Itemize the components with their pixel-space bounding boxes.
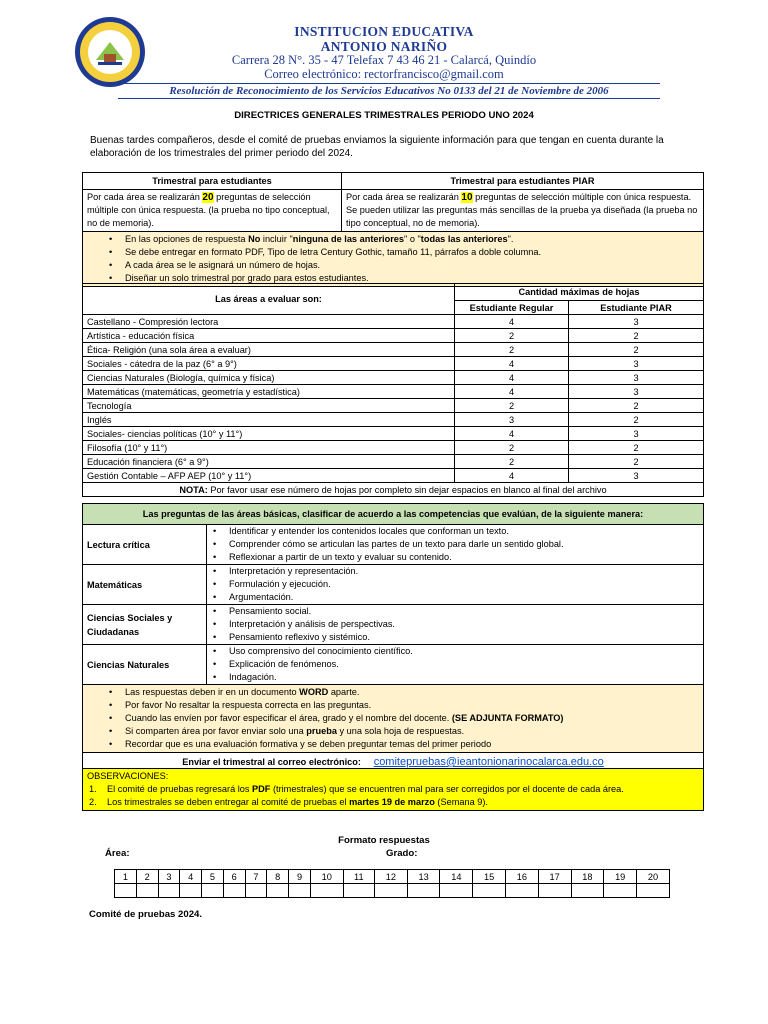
- list-item: • Comprender cómo se articulan las partes de un texto para darle un sentido global.: [207, 538, 703, 551]
- answer-input-cell[interactable]: [158, 884, 180, 898]
- note-row: NOTA: Por favor usar ese número de hojas por completo sin dejar espacios en blanco al final del archivo: [83, 483, 704, 497]
- table-row: [83, 371, 704, 385]
- answer-input-cell[interactable]: [374, 884, 407, 898]
- area-name-cell: Tecnología: [83, 399, 455, 413]
- area-label: Área:: [105, 848, 130, 859]
- question-number-cell: 1: [115, 870, 137, 884]
- response-guidelines: [83, 685, 704, 753]
- answer-input-cell[interactable]: [115, 884, 137, 898]
- question-number-cell: 18: [571, 870, 604, 884]
- list-item: • Por favor No resaltar la respuesta correcta en las preguntas.: [103, 699, 703, 712]
- intro-paragraph: Buenas tardes compañeros, desde el comité de pruebas enviamos la siguiente información para que tengan en cuenta durante la elaboración de los trimestrales del primer periodo del 2024.: [90, 135, 664, 159]
- list-item: • Reflexionar a partir de un texto y evaluar su contenido.: [207, 551, 703, 564]
- question-number-cell: 20: [637, 870, 670, 884]
- trimestral-table: [82, 172, 704, 287]
- regular-sheets-cell: 2: [455, 441, 569, 455]
- sheets-header: Cantidad máximas de hojas: [455, 284, 704, 301]
- piar-sheets-cell: 2: [569, 343, 704, 357]
- area-name-cell: Filosofía (10° y 11°): [83, 441, 455, 455]
- competency-list-cell: [207, 645, 704, 685]
- piar-sheets-cell: 2: [569, 329, 704, 343]
- general-guidelines: [83, 232, 704, 287]
- piar-sheets-cell: 2: [569, 455, 704, 469]
- area-name-cell: Castellano - Compresión lectora: [83, 315, 455, 329]
- area-name-cell: Educación financiera (6° a 9°): [83, 455, 455, 469]
- observaciones-box: [82, 768, 704, 811]
- question-number-cell: 5: [202, 870, 224, 884]
- question-number-cell: 19: [604, 870, 637, 884]
- question-number-cell: 6: [223, 870, 245, 884]
- resolution-banner: Resolución de Reconocimiento de los Servicios Educativos No 0133 del 21 de Noviembre de 2006: [118, 83, 660, 99]
- institution-name: ANTONIO NARIÑO: [320, 39, 448, 54]
- competency-list-cell: [207, 605, 704, 645]
- list-item: • A cada área se le asignará un número de hojas.: [103, 259, 703, 272]
- send-label: Enviar el trimestral al correo electrónico:: [182, 757, 361, 767]
- competency-area-cell: Ciencias Sociales y Ciudadanas: [83, 605, 207, 645]
- answer-input-cell[interactable]: [407, 884, 440, 898]
- list-item: • Pensamiento social.: [207, 605, 703, 618]
- list-item: • Identificar y entender los contenidos locales que conforman un texto.: [207, 525, 703, 538]
- table-row: [83, 525, 704, 565]
- observaciones-content: [83, 769, 704, 811]
- table-row: [83, 315, 704, 329]
- table-row: [83, 329, 704, 343]
- competencias-header: Las preguntas de las áreas básicas, clasificar de acuerdo a las competencias que evalúan, de la siguiente manera:: [83, 504, 704, 525]
- document-title: DIRECTRICES GENERALES TRIMESTRALES PERIODO UNO 2024: [234, 110, 534, 121]
- list-item: • Se debe entregar en formato PDF, Tipo de letra Century Gothic, tamaño 11, párrafos a doble columna.: [103, 246, 703, 259]
- piar-sheets-cell: 2: [569, 441, 704, 455]
- question-number-cell: 4: [180, 870, 202, 884]
- regular-sheets-cell: 3: [455, 413, 569, 427]
- answer-grid: [114, 869, 670, 898]
- question-number-cell: 13: [407, 870, 440, 884]
- area-name-cell: Gestión Contable – AFP AEP (10° y 11°): [83, 469, 455, 483]
- regular-sheets-cell: 2: [455, 343, 569, 357]
- grado-label: Grado:: [386, 848, 418, 859]
- piar-sheets-cell: 3: [569, 427, 704, 441]
- area-name-cell: Sociales- ciencias políticas (10° y 11°): [83, 427, 455, 441]
- question-number-cell: 3: [158, 870, 180, 884]
- answer-input-cell[interactable]: [310, 884, 343, 898]
- observaciones-title: OBSERVACIONES:: [87, 771, 169, 781]
- list-item: • En las opciones de respuesta No incluir "ninguna de las anteriores" o "todas las anteriores".: [103, 233, 703, 246]
- answer-input-cell[interactable]: [202, 884, 224, 898]
- area-name-cell: Artística - educación física: [83, 329, 455, 343]
- competency-area-cell: Ciencias Naturales: [83, 645, 207, 685]
- question-number-cell: 11: [343, 870, 374, 884]
- piar-instructions: Por cada área se realizarán 10 preguntas de selección múltiple con única respuesta. Se pueden utilizar las preguntas más sencillas de la prueba ya diseñada (la prueba no tipo conceptual, no de memoria).: [342, 190, 704, 232]
- answer-input-cell[interactable]: [473, 884, 506, 898]
- answer-input-cell[interactable]: [440, 884, 473, 898]
- list-item: • Recordar que es una evaluación formativa y se deben preguntar temas del primer periodo: [103, 738, 703, 751]
- list-item: • Uso comprensivo del conocimiento científico.: [207, 645, 703, 658]
- question-number-cell: 12: [374, 870, 407, 884]
- answer-input-cell[interactable]: [343, 884, 374, 898]
- table-row: [83, 427, 704, 441]
- question-number-cell: 9: [289, 870, 311, 884]
- regular-sheets-cell: 2: [455, 329, 569, 343]
- question-number-cell: 17: [538, 870, 571, 884]
- regular-sheets-cell: 4: [455, 427, 569, 441]
- regular-sheets-cell: 4: [455, 385, 569, 399]
- table-row: [83, 565, 704, 605]
- list-item: 1. El comité de pruebas regresará los PDF (trimestrales) que se encuentren mal para ser corregidos por el docente de cada área.: [89, 784, 624, 794]
- list-item: • Explicación de fenómenos.: [207, 658, 703, 671]
- list-item: • Indagación.: [207, 671, 703, 684]
- answer-input-cell[interactable]: [538, 884, 571, 898]
- list-item: • Las respuestas deben ir en un documento WORD aparte.: [103, 686, 703, 699]
- piar-sheets-cell: 3: [569, 357, 704, 371]
- table-row: [83, 399, 704, 413]
- piar-sheets-cell: 2: [569, 413, 704, 427]
- areas-header: Las áreas a evaluar son:: [83, 284, 455, 315]
- question-number-cell: 10: [310, 870, 343, 884]
- list-item: 2. Los trimestrales se deben entregar al comité de pruebas el martes 19 de marzo (Semana 9).: [89, 797, 488, 807]
- question-number-cell: 2: [136, 870, 158, 884]
- answer-input-cell[interactable]: [289, 884, 311, 898]
- question-number-cell: 15: [473, 870, 506, 884]
- col-regular: Estudiante Regular: [455, 301, 569, 315]
- list-item: • Interpretación y análisis de perspectivas.: [207, 618, 703, 631]
- area-name-cell: Inglés: [83, 413, 455, 427]
- area-name-cell: Ciencias Naturales (Biología, química y física): [83, 371, 455, 385]
- table-row: [83, 413, 704, 427]
- table-row: [83, 357, 704, 371]
- answer-input-cell[interactable]: [223, 884, 245, 898]
- footer-signature: Comité de pruebas 2024.: [89, 909, 203, 920]
- piar-sheets-cell: 3: [569, 469, 704, 483]
- answer-input-cell[interactable]: [136, 884, 158, 898]
- regular-sheets-cell: 4: [455, 371, 569, 385]
- table-row: [83, 441, 704, 455]
- col-header-students: Trimestral para estudiantes: [83, 173, 342, 190]
- email-line: Correo electrónico: rectorfrancisco@gmail.com: [264, 67, 504, 81]
- list-item: • Argumentación.: [207, 591, 703, 604]
- submission-email-link[interactable]: comitepruebas@ieantonionarinocalarca.edu.co: [373, 756, 604, 768]
- regular-sheets-cell: 2: [455, 399, 569, 413]
- piar-sheets-cell: 3: [569, 371, 704, 385]
- competency-area-cell: Matemáticas: [83, 565, 207, 605]
- piar-sheets-cell: 3: [569, 315, 704, 329]
- institution-label: INSTITUCION EDUCATIVA: [294, 24, 474, 39]
- answer-input-cell[interactable]: [604, 884, 637, 898]
- list-item: • Interpretación y representación.: [207, 565, 703, 578]
- area-name-cell: Sociales - cátedra de la paz (6° a 9°): [83, 357, 455, 371]
- students-instructions: Por cada área se realizarán 20 preguntas de selección múltiple con única respuesta. (la prueba no tipo conceptual, no de memoria).: [83, 190, 342, 232]
- question-number-cell: 16: [506, 870, 539, 884]
- competency-list-cell: [207, 565, 704, 605]
- competency-area-cell: Lectura crítica: [83, 525, 207, 565]
- answer-input-cell[interactable]: [637, 884, 670, 898]
- answer-input-cell[interactable]: [506, 884, 539, 898]
- question-number-cell: 7: [245, 870, 267, 884]
- address-line: Carrera 28 N°. 35 - 47 Telefax 7 43 46 21 - Calarcá, Quindío: [231, 53, 537, 67]
- question-count-highlight: 20: [202, 192, 214, 203]
- question-number-cell: 14: [440, 870, 473, 884]
- regular-sheets-cell: 4: [455, 469, 569, 483]
- format-title: Formato respuestas: [338, 835, 430, 846]
- piar-sheets-cell: 3: [569, 385, 704, 399]
- answer-input-cell[interactable]: [571, 884, 604, 898]
- col-header-piar: Trimestral para estudiantes PIAR: [342, 173, 704, 190]
- list-item: • Cuando las envíen por favor especificar el área, grado y el nombre del docente. (SE ADJUNTA FORMATO): [103, 712, 703, 725]
- answer-input-cell[interactable]: [245, 884, 267, 898]
- area-name-cell: Ética- Religión (una sola área a evaluar): [83, 343, 455, 357]
- answer-input-cell[interactable]: [267, 884, 289, 898]
- col-piar: Estudiante PIAR: [569, 301, 704, 315]
- question-number-cell: 8: [267, 870, 289, 884]
- regular-sheets-cell: 2: [455, 455, 569, 469]
- table-row: [83, 605, 704, 645]
- table-row: [83, 469, 704, 483]
- piar-count-highlight: 10: [461, 192, 473, 203]
- competency-list-cell: [207, 525, 704, 565]
- list-item: • Formulación y ejecución.: [207, 578, 703, 591]
- table-row: [83, 343, 704, 357]
- list-item: • Pensamiento reflexivo y sistémico.: [207, 631, 703, 644]
- table-row: [83, 645, 704, 685]
- list-item: • Diseñar un solo trimestral por grado para estos estudiantes.: [103, 272, 703, 285]
- areas-table: [82, 283, 704, 497]
- answer-input-cell[interactable]: [180, 884, 202, 898]
- list-item: • Si comparten área por favor enviar solo una prueba y una sola hoja de respuestas.: [103, 725, 703, 738]
- piar-sheets-cell: 2: [569, 399, 704, 413]
- competencias-table: [82, 503, 704, 772]
- area-name-cell: Matemáticas (matemáticas, geometría y estadística): [83, 385, 455, 399]
- table-row: [83, 385, 704, 399]
- regular-sheets-cell: 4: [455, 315, 569, 329]
- table-row: [83, 455, 704, 469]
- regular-sheets-cell: 4: [455, 357, 569, 371]
